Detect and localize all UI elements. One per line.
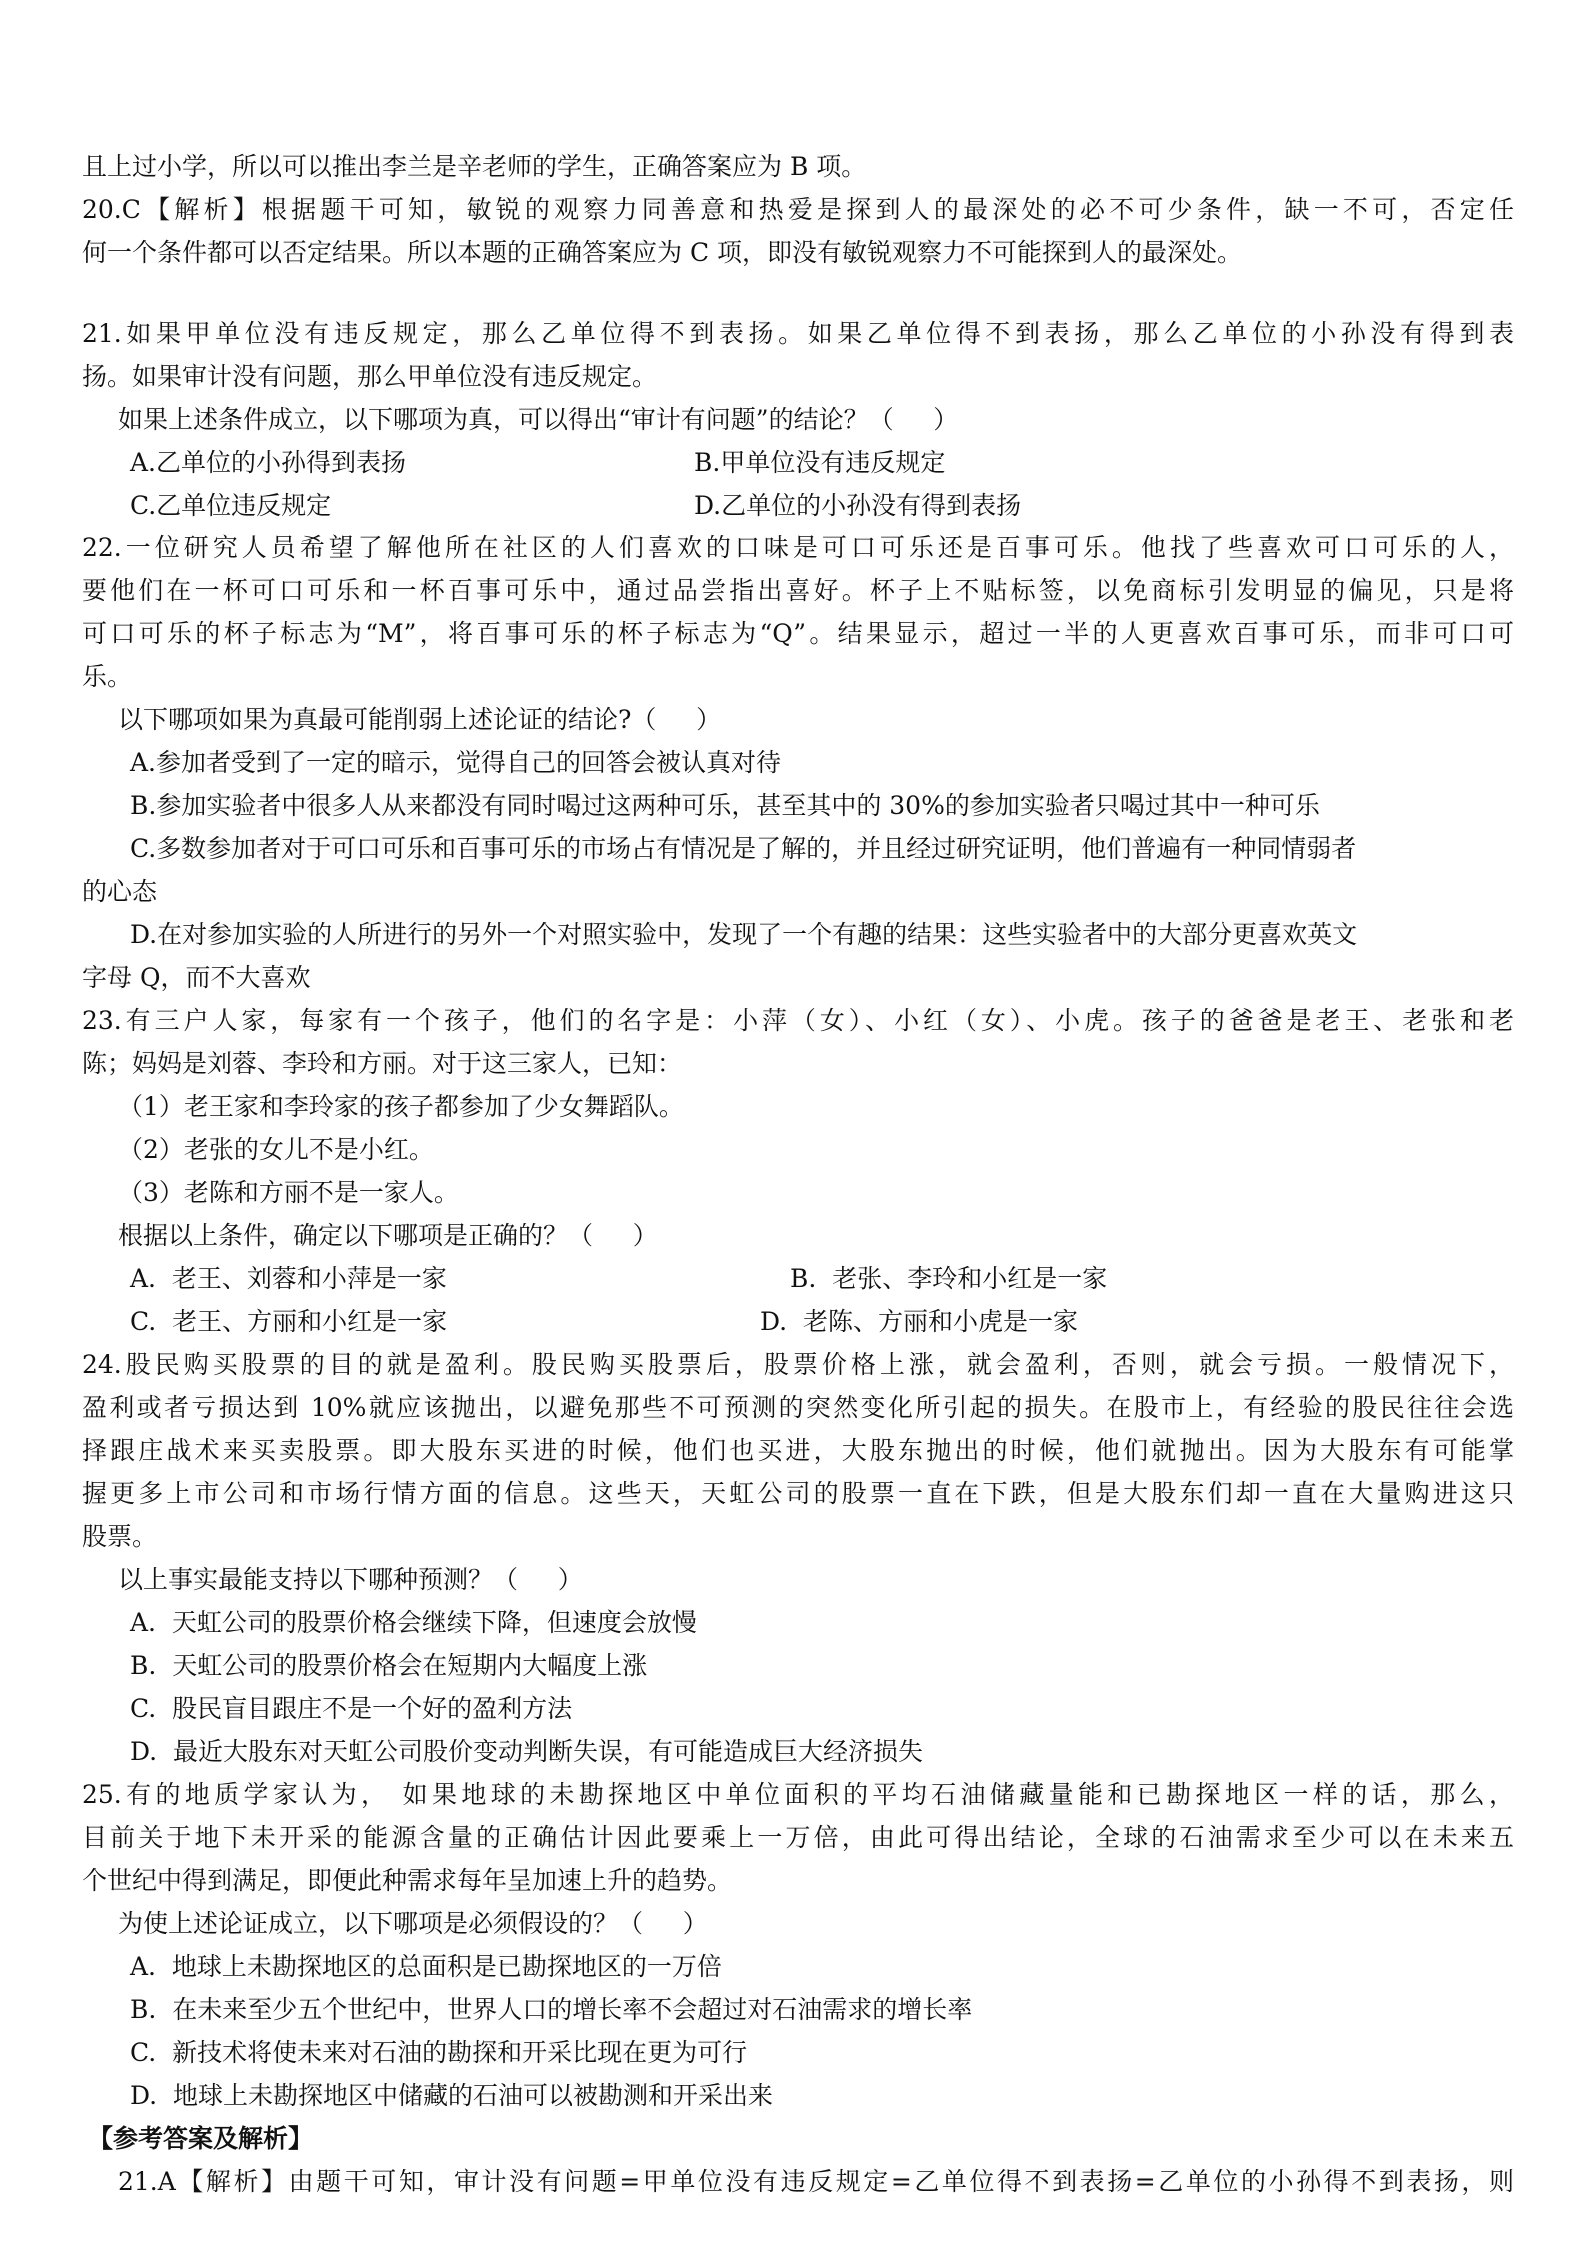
question-prompt: 以下哪项如果为真最可能削弱上述论证的结论?（ ） [118,705,722,734]
option-d: D. 最近大股东对天虹公司股价变动判断失误，有可能造成巨大经济损失 [130,1737,923,1766]
condition-1: （1）老王家和李玲家的孩子都参加了少女舞蹈队。 [118,1092,684,1121]
text-line: 择跟庄战术来买卖股票。即大股东买进的时候，他们也买进，大股东抛出的时候，他们就抛出。因为大股东有可能掌 [82,1436,1514,1465]
text-line: 字母 Q，而不大喜欢 [82,963,311,992]
option-c: C. 新技术将使未来对石油的勘探和开采比现在更为可行 [130,2038,748,2067]
option-b: B.甲单位没有违反规定 [694,448,946,477]
text-line: 何一个条件都可以否定结果。所以本题的正确答案应为 C 项，即没有敏锐观察力不可能探到人的最深处。 [82,238,1243,267]
option-a: A. 老王、刘蓉和小萍是一家 [130,1264,447,1293]
text-line: 的心态 [82,877,158,906]
answer-explanation: 21.A【解析】由题干可知，审计没有问题=甲单位没有违反规定=乙单位得不到表扬=乙单位的小孙得不到表扬，则 [118,2167,1514,2196]
condition-3: （3）老陈和方丽不是一家人。 [118,1178,459,1207]
answer-section-heading: 【参考答案及解析】 [88,2124,314,2153]
option-c: C.乙单位违反规定 [130,491,332,520]
question-prompt: 为使上述论证成立，以下哪项是必须假设的？（ ） [118,1909,708,1938]
question-25-text: 25.有的地质学家认为， 如果地球的未勘探地区中单位面积的平均石油储藏量能和已勘探地区一样的话，那么， [82,1780,1514,1809]
option-c: C.多数参加者对于可口可乐和百事可乐的市场占有情况是了解的，并且经过研究证明，他们普遍有一种同情弱者 [130,834,1357,863]
question-prompt: 如果上述条件成立，以下哪项为真，可以得出“审计有问题”的结论？（ ） [118,405,959,434]
question-23-text: 23.有三户人家，每家有一个孩子，他们的名字是：小萍（女）、小红（女）、小虎。孩子的爸爸是老王、老张和老 [82,1006,1514,1035]
option-c: C. 股民盲目跟庄不是一个好的盈利方法 [130,1694,573,1723]
option-b: B. 天虹公司的股票价格会在短期内大幅度上涨 [130,1651,648,1680]
text-line: 20.C【解析】根据题干可知，敏锐的观察力同善意和热爱是探到人的最深处的必不可少条件，缺一不可，否定任 [82,195,1514,224]
condition-2: （2）老张的女儿不是小红。 [118,1135,434,1164]
text-line: 握更多上市公司和市场行情方面的信息。这些天，天虹公司的股票一直在下跌，但是大股东们却一直在大量购进这只 [82,1479,1514,1508]
question-21-text: 21.如果甲单位没有违反规定，那么乙单位得不到表扬。如果乙单位得不到表扬，那么乙单位的小孙没有得到表 [82,319,1514,348]
text-line: 盈利或者亏损达到 10%就应该抛出，以避免那些不可预测的突然变化所引起的损失。在股市上，有经验的股民往往会选 [82,1393,1514,1422]
question-24-text: 24.股民购买股票的目的就是盈利。股民购买股票后，股票价格上涨，就会盈利，否则，就会亏损。一般情况下， [82,1350,1514,1379]
text-line: 且上过小学，所以可以推出李兰是辛老师的学生，正确答案应为 B 项。 [82,152,867,181]
question-prompt: 以上事实最能支持以下哪种预测？（ ） [118,1565,583,1594]
text-line: 扬。如果审计没有问题，那么甲单位没有违反规定。 [82,362,658,391]
option-d: D. 地球上未勘探地区中储藏的石油可以被勘测和开采出来 [130,2081,773,2110]
option-b: B.参加实验者中很多人从来都没有同时喝过这两种可乐，甚至其中的 30%的参加实验者只喝过其中一种可乐 [130,791,1320,820]
option-d: D.乙单位的小孙没有得到表扬 [694,491,1022,520]
text-line: 乐。 [82,662,133,691]
text-line: 要他们在一杯可口可乐和一杯百事可乐中，通过品尝指出喜好。杯子上不贴标签，以免商标引发明显的偏见，只是将 [82,576,1514,605]
text-line: 陈；妈妈是刘蓉、李玲和方丽。对于这三家人，已知： [82,1049,683,1078]
question-22-text: 22.一位研究人员希望了解他所在社区的人们喜欢的口味是可口可乐还是百事可乐。他找了些喜欢可口可乐的人， [82,533,1514,562]
option-b: B. 在未来至少五个世纪中，世界人口的增长率不会超过对石油需求的增长率 [130,1995,973,2024]
option-a: A. 地球上未勘探地区的总面积是已勘探地区的一万倍 [130,1952,722,1981]
option-c: C. 老王、方丽和小红是一家 [130,1307,448,1336]
question-prompt: 根据以上条件，确定以下哪项是正确的？（ ） [118,1221,658,1250]
option-a: A.参加者受到了一定的暗示，觉得自己的回答会被认真对待 [130,748,782,777]
text-line: 个世纪中得到满足，即便此种需求每年呈加速上升的趋势。 [82,1866,733,1895]
option-a: A. 天虹公司的股票价格会继续下降，但速度会放慢 [130,1608,697,1637]
text-line: 股票。 [82,1522,158,1551]
option-d: D.在对参加实验的人所进行的另外一个对照实验中，发现了一个有趣的结果：这些实验者中的大部分更喜欢英文 [130,920,1358,949]
text-line: 可口可乐的杯子标志为“M”，将百事可乐的杯子标志为“Q”。结果显示，超过一半的人更喜欢百事可乐，而非可口可 [82,619,1514,648]
option-b: B. 老张、李玲和小红是一家 [790,1264,1108,1293]
option-d: D. 老陈、方丽和小虎是一家 [760,1307,1078,1336]
text-line: 目前关于地下未开采的能源含量的正确估计因此要乘上一万倍，由此可得出结论，全球的石油需求至少可以在未来五 [82,1823,1514,1852]
option-a: A.乙单位的小孙得到表扬 [130,448,407,477]
